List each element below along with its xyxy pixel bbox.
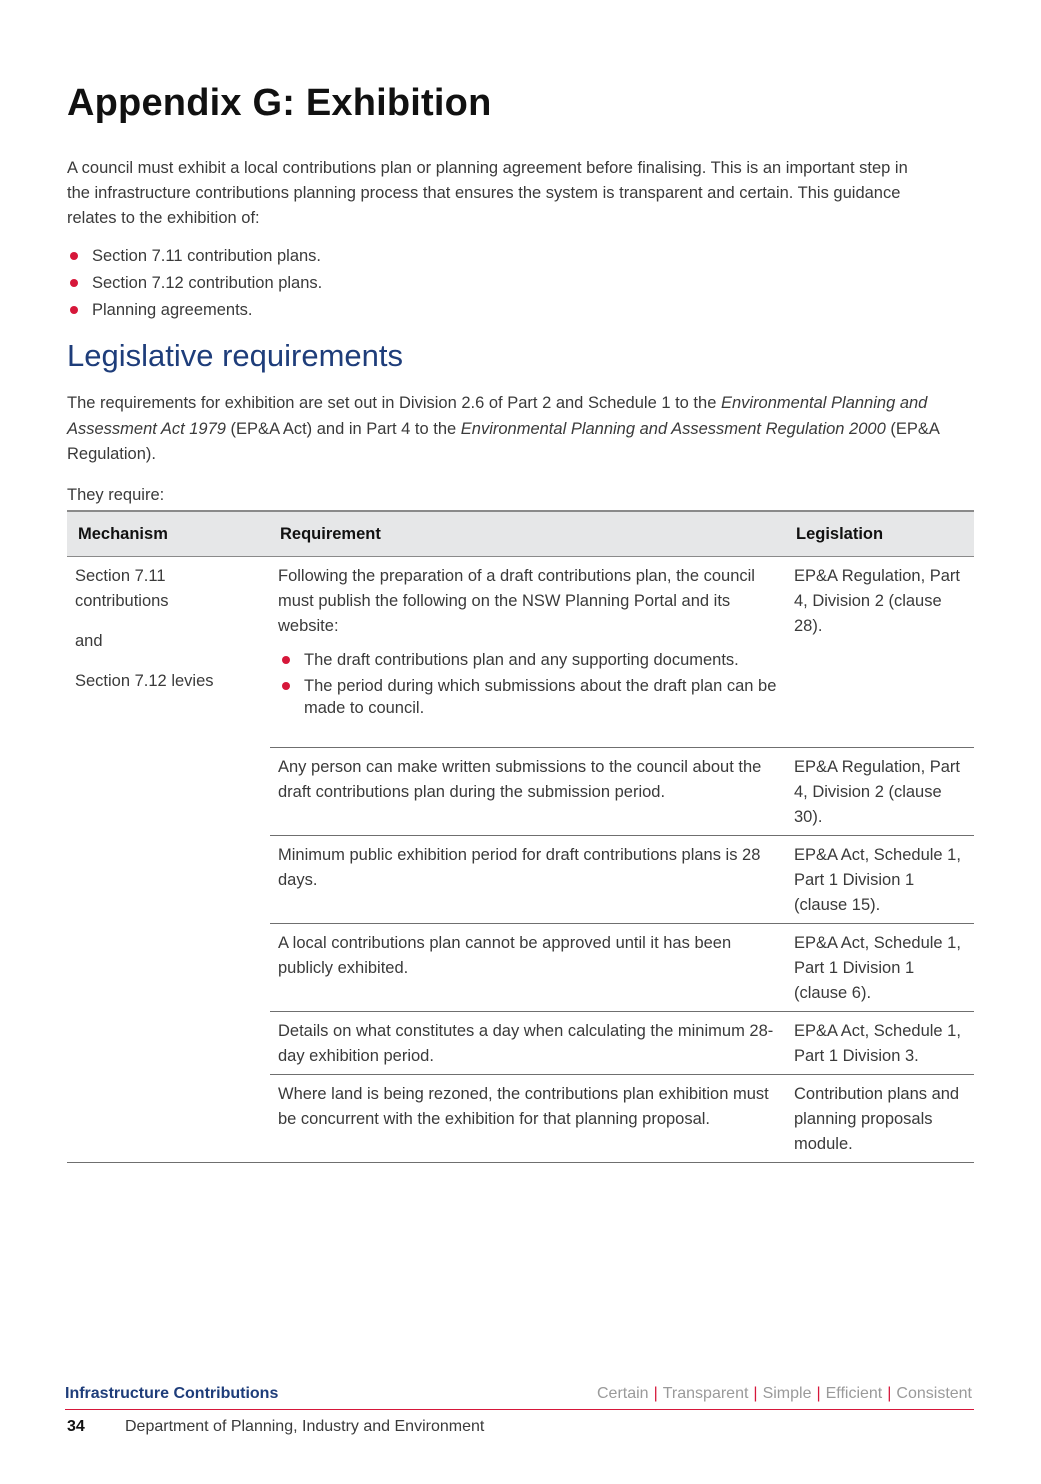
requirement-cell: Where land is being rezoned, the contributions plan exhibition must be concurrent with the exhibition for that planning proposal. [270,1075,786,1163]
requirement-cell: A local contributions plan cannot be approved until it has been publicly exhibited. [270,924,786,1012]
requirement-cell: Details on what constitutes a day when calculating the minimum 28-day exhibition period. [270,1012,786,1075]
regulation-title: Environmental Planning and Assessment Regulation 2000 [460,419,886,438]
intro-paragraph: A council must exhibit a local contributions plan or planning agreement before finalising. This is an important step in the infrastructure contributions planning process that ensures the system is transparent and certain. This guidance relates to the exhibition of: [67,159,908,227]
legislation-cell: EP&A Regulation, Part 4, Division 2 (clause 30). [786,748,974,836]
footer-tagline: Certain | Transparent | Simple | Efficient | Consistent [597,1385,972,1402]
bullet-icon [282,656,290,664]
page-title: Appendix G: Exhibition [67,82,492,124]
act-title: Environmental Planning and Assessment Act 1979 [67,394,928,438]
bullet-icon [70,252,78,260]
bullet-icon [70,306,78,314]
tagline-separator: | [753,1385,758,1402]
department-name: Department of Planning, Industry and Environment [125,1418,485,1435]
legislation-cell: Contribution plans and planning proposals module. [786,1075,974,1163]
they-require-label: They require: [67,486,165,504]
tagline-separator: | [887,1385,892,1402]
list-item: Planning agreements. [67,297,322,324]
requirements-table [67,510,974,1163]
legislation-cell: EP&A Act, Schedule 1, Part 1 Division 3. [786,1012,974,1075]
bullet-icon [282,682,290,690]
column-header-mechanism: Mechanism [67,511,270,557]
requirement-cell: Any person can make written submissions to the council about the draft contributions plan during the submission period. [270,748,786,836]
tagline-separator: | [816,1385,821,1402]
intro-bullet-list [67,243,322,324]
table-row [67,557,974,748]
list-item: Section 7.12 contribution plans. [67,270,322,297]
requirement-bullet-list [278,649,778,719]
legislation-cell: EP&A Act, Schedule 1, Part 1 Division 1 (clause 6). [786,924,974,1012]
tagline-separator: | [653,1385,658,1402]
column-header-legislation: Legislation [786,511,974,557]
requirement-cell: Following the preparation of a draft contributions plan, the council must publish the following on the NSW Planning Portal and its website: The draft contributions plan and any supporting documents. The period during which submissions about the draft plan can be made to council. [270,557,786,748]
list-item: Section 7.11 contribution plans. [67,243,322,270]
list-item: The period during which submissions about the draft plan can be made to council. [278,675,778,719]
legislation-cell: EP&A Act, Schedule 1, Part 1 Division 1 (clause 15). [786,836,974,924]
footer-brand: Infrastructure Contributions [65,1385,279,1402]
requirement-cell: Minimum public exhibition period for draft contributions plans is 28 days. [270,836,786,924]
mechanism-cell: Section 7.11 contributions and Section 7.12 levies [67,557,270,1163]
table-header-row [67,511,974,557]
bullet-icon [70,279,78,287]
page-number: 34 [67,1418,85,1435]
list-item: The draft contributions plan and any supporting documents. [278,649,778,671]
legislation-cell: EP&A Regulation, Part 4, Division 2 (clause 28). [786,557,974,748]
footer-info [67,1418,484,1436]
legislative-paragraph: The requirements for exhibition are set out in Division 2.6 of Part 2 and Schedule 1 to the Environmental Planning and Assessment Act 1979 (EP&A Act) and in Part 4 to the Environmental Planning and Assessment Regulation 2000 (EP&A Regulation). [67,394,939,463]
footer-bar [65,1383,974,1410]
column-header-requirement: Requirement [270,511,786,557]
section-heading: Legislative requirements [67,338,404,373]
